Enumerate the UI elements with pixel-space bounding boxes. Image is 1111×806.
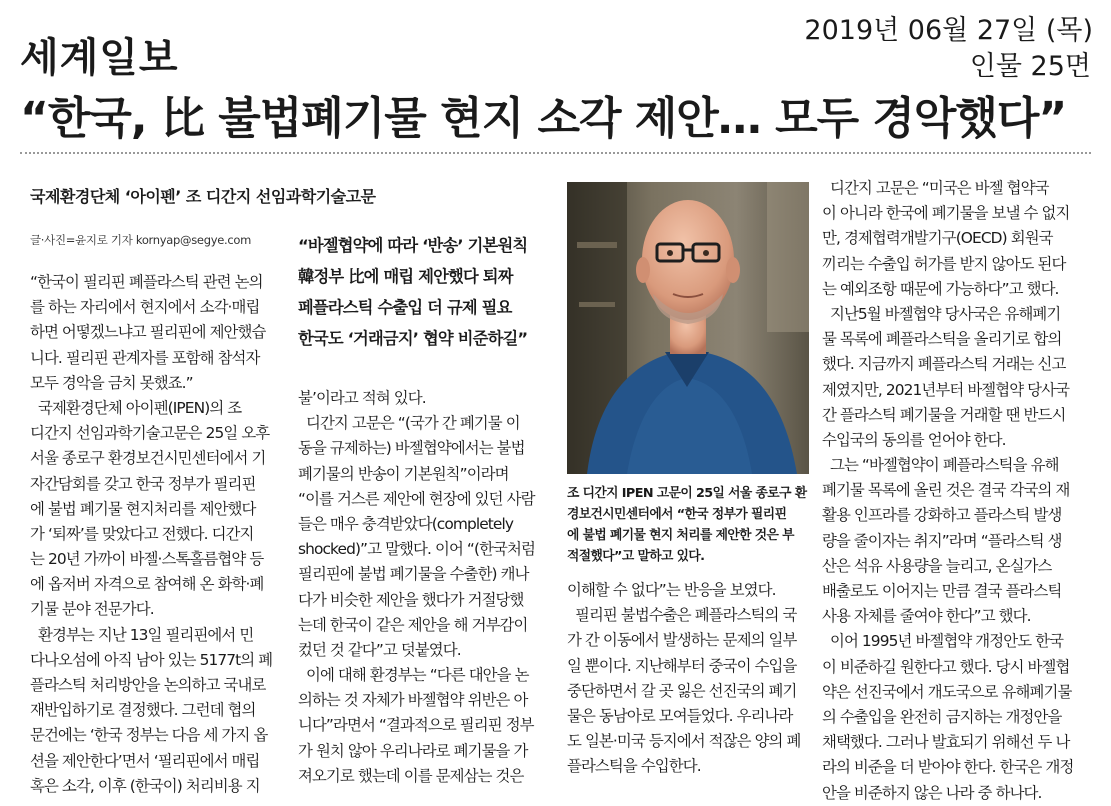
article-subtitle: 국제환경단체 ‘아이펜’ 조 디간지 선임과학기술고문 (30, 187, 376, 206)
text-line: 이어 1995년 바젤협약 개정안도 한국 (822, 632, 1064, 651)
text-line: 가 간 이동에서 발생하는 문제의 일부 (567, 631, 797, 650)
text-line: 韓정부 比에 매립 제안했다 퇴짜 (298, 267, 513, 286)
article-headline: “한국, 比 불법폐기물 현지 소각 제안… 모두 경악했다” (20, 93, 1067, 144)
text-line: 디간지 고문은 “(국가 간 폐기물 이 (298, 414, 520, 433)
text-line: 환경부는 지난 13일 필리핀에서 민 (30, 625, 254, 644)
text-line: 의하는 것 자체가 바젤협약 위반은 아 (298, 691, 528, 710)
text-line: 도 일본·미국 등지에서 적잖은 양의 폐 (567, 732, 801, 751)
text-line: 에 불법 폐기물 현지 처리를 제안한 것은 부 (567, 528, 794, 543)
text-line: 이 비준하길 원한다고 했다. 당시 바젤협 (822, 657, 1070, 676)
photo-caption (567, 483, 812, 567)
text-line: 채택했다. 그러나 발효되기 위해선 두 나 (822, 733, 1070, 752)
publication-date: 2019년 06월 27일 (목) (804, 15, 1093, 46)
text-line: 경보건시민센터에서 “한국 정부가 필리핀 (567, 507, 787, 522)
text-line: 플라스틱을 수입한다. (567, 757, 701, 776)
text-line: 의 수출입을 완전히 금지하는 개정안을 (822, 707, 1062, 726)
text-line: 제였지만, 2021년부터 바젤협약 당사국 (822, 380, 1070, 399)
text-line: 적절했다”고 말하고 있다. (567, 549, 705, 564)
text-line: 한국도 ‘거래금지’ 협약 비준하길” (298, 329, 528, 348)
text-line: 가 ‘퇴짜’를 맞았다고 전했다. 디간지 (30, 524, 254, 543)
text-line: 만, 경제협력개발기구(OECD) 회원국 (822, 229, 1053, 248)
headline-divider (20, 152, 1091, 154)
text-line: 사용 자체를 줄여야 한다”고 했다. (822, 607, 1031, 626)
text-line: 그는 “바젤협약이 폐플라스틱을 유해 (822, 456, 1059, 475)
text-line: 다가 비슷한 제안을 했다가 거절당했 (298, 590, 524, 609)
text-line: 물 목록에 폐플라스틱을 올리기로 합의 (822, 330, 1062, 349)
text-line: 서울 종로구 환경보건시민센터에서 기 (30, 449, 266, 468)
text-line: 디간지 고문은 “미국은 바젤 협약국 (822, 179, 1049, 197)
text-line: 약은 선진국에서 개도국으로 유해폐기물 (822, 682, 1072, 701)
text-line: 니다. 필리핀 관계자를 포함해 참석자 (30, 348, 260, 367)
text-line: 했다. 지금까지 폐플라스틱 거래는 신고 (822, 355, 1066, 374)
text-line: 재반입하기로 결정했다. 그런데 협의 (30, 701, 256, 720)
text-line: 일 뿐이다. 지난해부터 중국이 수입을 (567, 656, 797, 675)
text-line: 이에 대해 환경부는 “다른 대안을 논 (298, 666, 529, 685)
text-line: “한국이 필리핀 폐플라스틱 관련 논의 (30, 273, 263, 291)
section-page-label: 인물 25면 (969, 51, 1091, 82)
text-line: 량을 줄이자는 취지”라며 “플라스틱 생 (822, 531, 1062, 550)
text-column-1 (30, 270, 280, 799)
text-line: 컸던 것 같다”고 덧붙였다. (298, 640, 461, 659)
text-line: 끼리는 수출입 허가를 받지 않아도 된다 (822, 254, 1066, 273)
newspaper-masthead: 세계일보 (20, 35, 179, 81)
text-line: 필리핀 불법수출은 폐플라스틱의 국 (567, 606, 797, 625)
text-line: 니다”라면서 “결과적으로 필리핀 정부 (298, 716, 534, 735)
text-line: 폐기물의 반송이 기본원칙”이라며 (298, 464, 509, 483)
text-line: 이해할 수 없다”는 반응을 보였다. (567, 581, 776, 599)
text-line: 국제환경단체 아이펜(IPEN)의 조 (30, 398, 242, 417)
text-line: 를 하는 자리에서 현지에서 소각·매립 (30, 298, 260, 317)
text-line: 동을 규제하는) 바젤협약에서는 불법 (298, 439, 525, 458)
text-line: 불’이라고 적혀 있다. (298, 389, 426, 407)
text-column-2 (298, 386, 550, 789)
text-line: 간 플라스틱 폐기물을 거래할 땐 반드시 (822, 405, 1066, 424)
portrait-photo (567, 182, 809, 474)
text-line: 자간담회를 갖고 한국 정부가 필리핀 (30, 474, 256, 493)
text-line: 들은 매우 충격받았다(completely (298, 514, 514, 533)
text-line: 플라스틱 처리방안을 논의하고 국내로 (30, 676, 266, 694)
text-line: 폐기물 목록에 올린 것은 결국 각국의 재 (822, 481, 1070, 500)
text-line: 하면 어떻겠느냐고 필리핀에 제안했습 (30, 323, 266, 342)
text-line: 져오기로 했는데 이를 문제삼는 것은 (298, 766, 524, 785)
byline: 글·사진=윤지로 기자 kornyap@segye.com (30, 233, 251, 247)
text-line: 중단하면서 갈 곳 잃은 선진국의 폐기 (567, 681, 797, 700)
text-line: 는 20년 가까이 바젤·스톡홀름협약 등 (30, 550, 264, 569)
text-line: 이 아니라 한국에 폐기물을 보낼 수 없지 (822, 204, 1070, 223)
text-line: 문건에는 ‘한국 정부는 다음 세 가지 옵 (30, 726, 268, 745)
text-line: 션을 제안한다’면서 ‘필리핀에서 매립 (30, 751, 260, 770)
text-line: 모두 경악을 금치 못했죠.” (30, 373, 193, 392)
text-line: 산은 석유 사용량을 늘리고, 온실가스 (822, 556, 1052, 575)
text-line: 기물 분야 전문가다. (30, 600, 154, 619)
text-line: 디간지 선임과학기술고문은 25일 오후 (30, 424, 270, 443)
text-line: 에 불법 폐기물 현지처리를 제안했다 (30, 499, 256, 518)
text-line: 물은 동남아로 모여들었다. 우리나라 (567, 706, 793, 725)
text-line: 는 예외조항 때문에 가능하다”고 했다. (822, 279, 1059, 298)
text-column-4 (822, 176, 1084, 806)
text-line: 지난5월 바젤협약 당사국은 유해폐기 (822, 304, 1061, 323)
text-line: 안을 비준하지 않은 나라 중 하나다. (822, 783, 1042, 802)
pull-quote (298, 230, 550, 354)
text-line: 혹은 소각, 이후 (한국이) 처리비용 지 (30, 776, 260, 795)
text-line: 페플라스틱 수출입 더 규제 필요 (298, 298, 512, 317)
text-line: 수입국의 동의를 얻어야 한다. (822, 430, 1006, 449)
text-column-3 (567, 578, 812, 780)
text-line: 에 옵저버 자격으로 참여해 온 화학·폐 (30, 575, 264, 594)
text-line: 가 원치 않아 우리나라로 폐기물을 가 (298, 741, 528, 760)
text-line: 다나오섬에 아직 남아 있는 5177t의 폐 (30, 650, 273, 669)
text-line: 는데 한국이 같은 제안을 해 거부감이 (298, 615, 528, 634)
text-line: “이를 거스른 제안에 현장에 있던 사람 (298, 489, 535, 508)
text-line: 필리핀에 불법 폐기물을 수출한) 캐나 (298, 565, 529, 584)
text-line: “바젤협약에 따라 ‘반송’ 기본원칙 (298, 236, 528, 255)
text-line: 라의 비준을 더 받아야 한다. 한국은 개정 (822, 758, 1074, 777)
text-line: 배출로도 이어지는 만큼 결국 플라스틱 (822, 582, 1062, 600)
text-line: 조 디간지 IPEN 고문이 25일 서울 종로구 환 (567, 486, 807, 501)
text-line: 활용 인프라를 강화하고 플라스틱 발생 (822, 506, 1062, 525)
text-line: shocked)”고 말했다. 이어 “(한국처럼 (298, 540, 535, 559)
